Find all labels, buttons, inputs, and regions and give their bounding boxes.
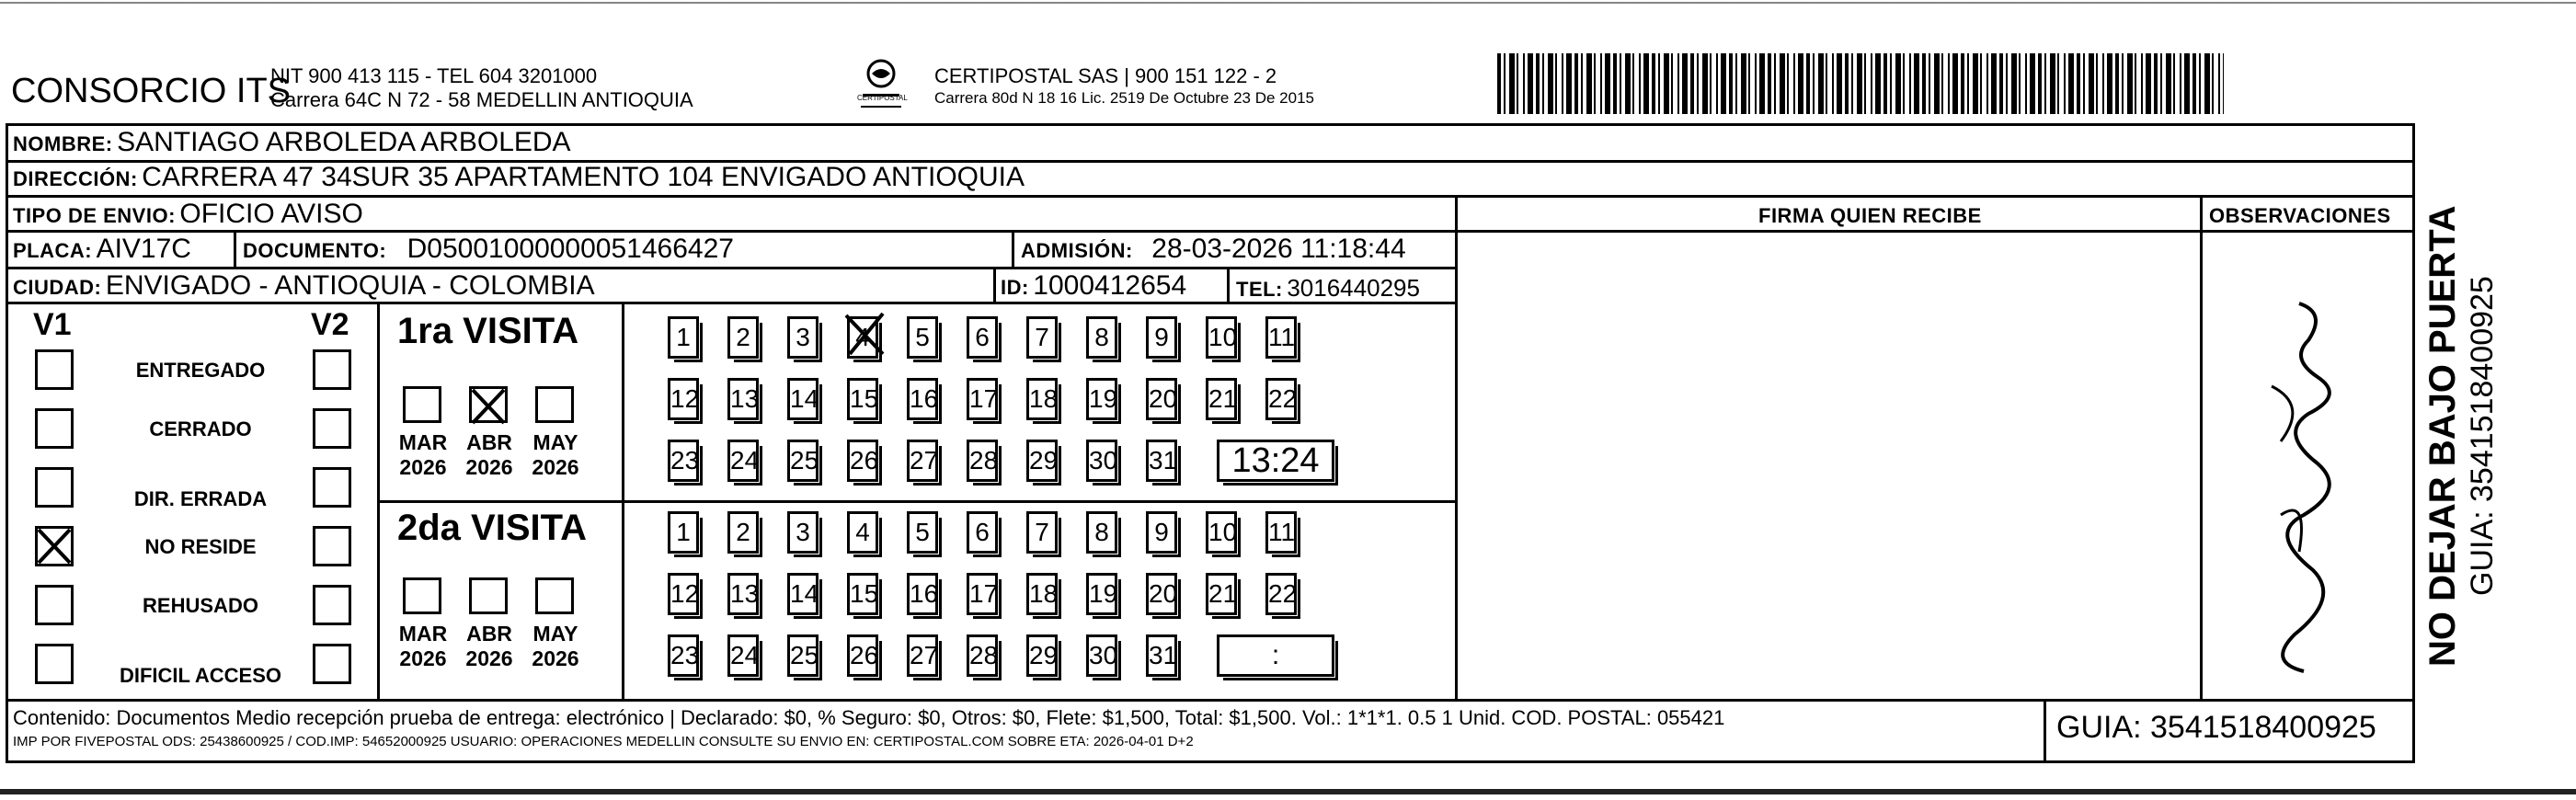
status-option-label: NO RESIDE xyxy=(144,535,257,558)
day-box[interactable]: 22 xyxy=(1265,573,1297,615)
day-box[interactable]: 3 xyxy=(787,316,819,359)
nombre-label: NOMBRE: xyxy=(13,132,113,155)
ciudad-value: ENVIGADO - ANTIOQUIA - COLOMBIA xyxy=(105,270,595,301)
admision-label: ADMISIÓN: xyxy=(1021,239,1133,262)
tel-row xyxy=(1236,274,1420,303)
day-box[interactable] xyxy=(847,316,878,359)
no-dejar-bajo-puerta: NO DEJAR BAJO PUERTA xyxy=(2422,205,2463,667)
day-box[interactable]: 3 xyxy=(787,511,819,554)
divider xyxy=(6,195,2415,198)
divider xyxy=(6,230,2415,233)
v2-label: V2 xyxy=(311,307,349,342)
day-box[interactable]: 27 xyxy=(907,634,938,677)
day-box[interactable]: 17 xyxy=(967,573,998,615)
v2-checkbox[interactable] xyxy=(313,349,351,390)
day-box[interactable]: 22 xyxy=(1265,378,1297,420)
day-box[interactable]: 8 xyxy=(1086,511,1117,554)
divider xyxy=(2200,195,2203,699)
day-box[interactable]: 26 xyxy=(847,440,878,482)
day-box[interactable]: 24 xyxy=(727,440,759,482)
direccion-value: CARRERA 47 34SUR 35 APARTAMENTO 104 ENVIGADO ANTIOQUIA xyxy=(142,162,1025,192)
day-box[interactable]: 9 xyxy=(1146,511,1177,554)
day-box[interactable]: 27 xyxy=(907,440,938,482)
day-box[interactable]: 21 xyxy=(1206,573,1237,615)
id-row xyxy=(1001,270,1186,302)
certipostal-address: Carrera 80d N 18 16 Lic. 2519 De Octubre 23 De 2015 xyxy=(934,89,1314,107)
day-box[interactable]: 28 xyxy=(967,440,998,482)
nombre-value: SANTIAGO ARBOLEDA ARBOLEDA xyxy=(117,127,571,157)
day-box[interactable]: 29 xyxy=(1026,634,1058,677)
tipo-value: OFICIO AVISO xyxy=(179,199,363,229)
month-label: MAR 2026 xyxy=(398,430,448,479)
tel-value: 3016440295 xyxy=(1287,274,1420,302)
day-box[interactable]: 13 xyxy=(727,378,759,420)
day-box[interactable]: 31 xyxy=(1146,634,1177,677)
visit1-title: 1ra VISITA xyxy=(397,311,579,351)
month-checkbox[interactable] xyxy=(403,386,441,423)
day-box[interactable]: 7 xyxy=(1026,511,1058,554)
v1-checkbox[interactable] xyxy=(35,349,74,390)
month-label: MAR 2026 xyxy=(398,622,448,670)
observaciones-label: OBSERVACIONES xyxy=(2209,204,2391,227)
barcode xyxy=(1497,53,2224,114)
documento-row xyxy=(243,234,734,265)
tipo-row xyxy=(13,199,363,230)
id-value: 1000412654 xyxy=(1033,270,1187,301)
time-box[interactable]: : xyxy=(1217,634,1334,677)
day-box[interactable]: 16 xyxy=(907,378,938,420)
v1-checkbox[interactable] xyxy=(35,526,74,566)
top-edge-rule xyxy=(0,0,2576,6)
status-option-label: DIFICIL ACCESO xyxy=(119,664,281,687)
day-box[interactable]: 23 xyxy=(668,440,699,482)
footer-guia: GUIA: 3541518400925 xyxy=(2056,710,2376,745)
status-option-label: CERRADO xyxy=(149,417,252,440)
v2-checkbox[interactable] xyxy=(313,408,351,449)
footer-line1: Contenido: Documentos Medio recepción prueba de entrega: electrónico | Declarado: $0, % Seguro: $0, Otros: $0, Flete: $1,500, Total: $1,500. Vol.: 1*1*1. 0.5 1 Unid. COD. POSTAL: 055421 xyxy=(13,706,1725,729)
bottom-edge-rule xyxy=(0,789,2576,794)
day-box[interactable]: 9 xyxy=(1146,316,1177,359)
v1-checkbox[interactable] xyxy=(35,644,74,684)
day-box[interactable]: 11 xyxy=(1265,511,1297,554)
handwritten-signature xyxy=(2244,276,2345,680)
day-box[interactable]: 6 xyxy=(967,316,998,359)
day-box[interactable]: 26 xyxy=(847,634,878,677)
month-checkbox[interactable] xyxy=(535,577,574,614)
divider xyxy=(6,699,2415,702)
placa-label: PLACA: xyxy=(13,239,93,262)
day-box[interactable]: 17 xyxy=(967,378,998,420)
v1-checkbox[interactable] xyxy=(35,408,74,449)
day-box[interactable]: 10 xyxy=(1206,316,1237,359)
day-box[interactable]: 19 xyxy=(1086,378,1117,420)
divider xyxy=(6,267,1457,269)
id-label: ID: xyxy=(1001,276,1029,299)
company-nit: NIT 900 413 115 - TEL 604 3201000 xyxy=(270,64,598,87)
certipostal-info xyxy=(934,64,1314,109)
day-box[interactable]: 20 xyxy=(1146,378,1177,420)
company-address: Carrera 64C N 72 - 58 MEDELLIN ANTIOQUIA xyxy=(270,88,693,111)
day-box[interactable]: 30 xyxy=(1086,634,1117,677)
day-box[interactable]: 5 xyxy=(907,511,938,554)
day-box[interactable]: 14 xyxy=(787,378,819,420)
documento-value: D05001000000051466427 xyxy=(406,234,734,264)
day-box[interactable]: 12 xyxy=(668,573,699,615)
v2-checkbox[interactable] xyxy=(313,585,351,625)
day-box[interactable]: 8 xyxy=(1086,316,1117,359)
tel-label: TEL: xyxy=(1236,278,1283,301)
day-box[interactable]: 21 xyxy=(1206,378,1237,420)
tipo-label: TIPO DE ENVIO: xyxy=(13,204,176,227)
visit2-title: 2da VISITA xyxy=(397,508,587,548)
form-outer-box xyxy=(6,123,2415,763)
month-label: ABR 2026 xyxy=(465,430,513,479)
day-box[interactable]: 2 xyxy=(727,511,759,554)
day-box[interactable]: 4 xyxy=(847,511,878,554)
day-number: 4 xyxy=(855,323,870,351)
time-box[interactable]: 13:24 xyxy=(1217,440,1334,482)
day-box[interactable]: 31 xyxy=(1146,440,1177,482)
v2-checkbox[interactable] xyxy=(313,526,351,566)
day-box[interactable]: 29 xyxy=(1026,440,1058,482)
day-box[interactable]: 6 xyxy=(967,511,998,554)
divider xyxy=(993,269,996,302)
day-box[interactable]: 11 xyxy=(1265,316,1297,359)
certipostal-logo-icon xyxy=(857,57,908,114)
day-box[interactable]: 19 xyxy=(1086,573,1117,615)
day-box[interactable]: 25 xyxy=(787,440,819,482)
status-option-label: ENTREGADO xyxy=(135,359,266,382)
day-box[interactable]: 13 xyxy=(727,573,759,615)
divider xyxy=(1227,269,1230,302)
company-contact xyxy=(270,64,693,112)
month-label: MAY 2026 xyxy=(532,622,579,670)
divider xyxy=(1455,195,1458,699)
divider xyxy=(6,302,1457,304)
logo-text: CERTIPOSTAL xyxy=(857,94,908,102)
month-checkbox[interactable] xyxy=(469,386,508,423)
day-box[interactable]: 5 xyxy=(907,316,938,359)
admision-value: 28-03-2026 11:18:44 xyxy=(1151,234,1406,264)
day-box[interactable]: 12 xyxy=(668,378,699,420)
day-box[interactable]: 16 xyxy=(907,573,938,615)
month-checkbox[interactable] xyxy=(535,386,574,423)
ciudad-label: CIUDAD: xyxy=(13,276,102,299)
firma-label: FIRMA QUIEN RECIBE xyxy=(1758,204,1982,227)
divider xyxy=(1012,232,1014,267)
placa-value: AIV17C xyxy=(96,234,191,264)
v2-checkbox[interactable] xyxy=(313,467,351,508)
day-box[interactable]: 18 xyxy=(1026,378,1058,420)
certipostal-name: CERTIPOSTAL SAS | 900 151 122 - 2 xyxy=(934,64,1277,87)
day-box[interactable]: 28 xyxy=(967,634,998,677)
admision-row xyxy=(1021,234,1406,265)
divider xyxy=(2044,699,2046,763)
v1-checkbox[interactable] xyxy=(35,467,74,508)
day-box[interactable]: 10 xyxy=(1206,511,1237,554)
day-box[interactable]: 30 xyxy=(1086,440,1117,482)
day-box[interactable]: 14 xyxy=(787,573,819,615)
day-box[interactable]: 1 xyxy=(668,511,699,554)
divider xyxy=(234,232,236,267)
ciudad-row xyxy=(13,270,595,302)
documento-label: DOCUMENTO: xyxy=(243,239,387,262)
divider xyxy=(377,500,1457,503)
day-box[interactable]: 15 xyxy=(847,378,878,420)
month-label: MAY 2026 xyxy=(532,430,579,479)
direccion-label: DIRECCIÓN: xyxy=(13,167,138,190)
placa-row xyxy=(13,234,191,265)
footer-line2: IMP POR FIVEPOSTAL ODS: 25438600925 / COD.IMP: 54652000925 USUARIO: OPERACIONES MEDELLIN CONSULTE SU ENVIO EN: CERTIPOSTAL.COM SOBRE ETA: 2026-04-01 D+2 xyxy=(13,734,1194,749)
day-box[interactable]: 20 xyxy=(1146,573,1177,615)
day-box[interactable]: 24 xyxy=(727,634,759,677)
v1-label: V1 xyxy=(33,307,72,342)
day-box[interactable]: 25 xyxy=(787,634,819,677)
status-option-label: DIR. ERRADA xyxy=(133,487,268,510)
company-name: CONSORCIO ITS xyxy=(11,72,292,110)
day-box[interactable]: 7 xyxy=(1026,316,1058,359)
v2-checkbox[interactable] xyxy=(313,644,351,684)
day-box[interactable]: 15 xyxy=(847,573,878,615)
month-checkbox[interactable] xyxy=(403,577,441,614)
side-guia: GUIA: 3541518400925 xyxy=(2465,276,2500,596)
status-option-label: REHUSADO xyxy=(143,594,258,617)
month-label: ABR 2026 xyxy=(465,622,513,670)
day-box[interactable]: 1 xyxy=(668,316,699,359)
month-checkbox[interactable] xyxy=(469,577,508,614)
direccion-row xyxy=(13,162,1025,193)
day-box[interactable]: 18 xyxy=(1026,573,1058,615)
day-box[interactable]: 23 xyxy=(668,634,699,677)
nombre-row xyxy=(13,127,571,158)
day-box[interactable]: 2 xyxy=(727,316,759,359)
v1-checkbox[interactable] xyxy=(35,585,74,625)
